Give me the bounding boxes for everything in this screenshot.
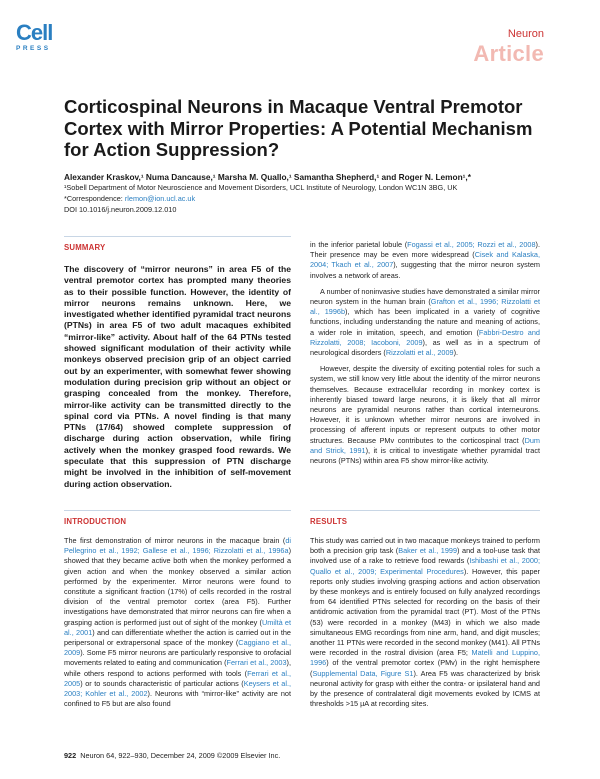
correspondence-email-link[interactable]: rlemon@ion.ucl.ac.uk <box>124 194 196 203</box>
intro-top-rule <box>64 510 291 511</box>
correspondence-label: *Correspondence: <box>64 194 125 203</box>
article-type: Article <box>473 41 544 66</box>
citation-link[interactable]: Keysers et al., 2003; Kohler et al., 2002 <box>64 678 291 699</box>
page-number: 922 <box>64 751 77 760</box>
article-title: Corticospinal Neurons in Macaque Ventral Premotor Cortex with Mirror Properties: A Potential Mechanism for Action Suppression? <box>64 96 533 160</box>
citation-link[interactable]: Rizzolatti et al., 2009 <box>385 348 454 358</box>
citation-link[interactable]: Matelli and Luppino, 1996 <box>310 648 541 668</box>
logo-sub: PRESS <box>16 45 51 52</box>
correspondence <box>64 194 544 204</box>
citation-link[interactable]: Umiltà et al., 2001 <box>64 617 291 637</box>
paragraph: The first demonstration of mirror neurons in the macaque brain (di Pellegrino et al., 1992; Gallese et al., 1996; Rizzolatti et al., 1996a) showed that they became active both when the monkey performed a given action and when the monkey observed a similar action performed by the experimenter. Mirror neurons were found to constitute a significant fraction (17%) of cells recorded in the rostral division of the ventral premotor cortex (area F5). Further investigations have demonstrated that mirror neurons can fire when a grasping action is performed just out of sight of the monkey (Umiltà et al., 2001) and can differentiate whether the action is carried out in the peripersonal or extrapersonal space of the monkey (Caggiano et al., 2009). Some F5 mirror neurons are particularly responsive to orofacial movements related to eating and communication (Ferrari et al., 2003), while others respond to actions performed with tools (Ferrari et al., 2005) or to sounds characteristic of particular actions (Keysers et al., 2003; Kohler et al., 2002). Neurons with “mirror-like” activity are not confined to F5 but are also found <box>64 536 292 709</box>
footer-citation: Neuron 64, 922–930, December 24, 2009 ©2009 Elsevier Inc. <box>80 751 281 760</box>
affiliation: ¹Sobell Department of Motor Neuroscience and Movement Disorders, UCL Institute of Neurology, London WC1N 3BG, UK <box>64 183 458 192</box>
results-top-rule <box>310 510 540 511</box>
citation-link[interactable]: Grafton et al., 1996; Rizzolatti et al., 1996b <box>310 297 540 317</box>
paragraph: However, despite the diversity of exciting potential roles for such a system, we still know very little about the identity of the mirror neurons themselves. Because extracellular recording in monkey cortex is inherently biased toward large neurons, it is likely that all mirror neurons are pyramidal neurons rather than cortical interneurons. However, it is unknown whether mirror neurons are involved in processing of afferent inputs or represent outputs to other motor structures. Because PMv contributes to the corticospinal tract (Dum and Strick, 1991), it is critical to investigate whether pyramidal tract neurons (PTNs) within area F5 show mirror-like activity. <box>310 364 541 466</box>
introduction-body <box>64 536 291 709</box>
paragraph: This study was carried out in two macaque monkeys trained to perform both a precision grip task (Baker et al., 1999) and a tool-use task that involved use of a rake to retrieve food rewards (Ishibashi et al., 2000; Quallo et al., 2009; Experimental Procedures). However, this paper reports only studies involving grasping actions and action observation by these monkeys and is entirely focused on fully analyzed recordings from 64 identified PTNs selected for recording on the basis of their antidromic activation from the pyramidal tract (PT). Most of the PTNs (53) were recorded in a monkey (M43) in which we also made simultaneous EMG recordings from nine arm, hand, and digit muscles; another 11 PTNs were recorded in the second monkey (M41). All PTNs were recorded in the rostral division (area F5; Matelli and Luppino, 1996) of the ventral premotor cortex (PMv) in the right hemisphere (Supplemental Data, Figure S1). Area F5 was characterized by brisk neuronal activity for grasp with either the contra- or ipsilateral hand and by the presence of contralateral digit movements evoked by ICMS at thresholds >15 µA at recording sites. <box>310 536 541 709</box>
citation-link[interactable]: Caggiano et al., 2009 <box>64 638 291 658</box>
citation-link[interactable]: Fabbri-Destro and Rizzolatti, 2008; Iacoboni, 2009 <box>310 327 540 347</box>
page-footer <box>64 751 280 760</box>
journal-name: Neuron <box>507 28 544 40</box>
cell-press-logo <box>16 22 54 52</box>
summary-top-rule <box>64 236 291 237</box>
citation-link[interactable]: Cisek and Kalaska, 2004; Tkach et al., 2007 <box>310 250 540 270</box>
paragraph: A number of noninvasive studies have demonstrated a similar mirror neuron system in the human brain (Grafton et al., 1996; Rizzolatti et al., 1996b), which has been implicated in a variety of cognitive functions, including understanding the nature and meaning of actions, a wider role in imitation, speech, and emotion (Fabbri-Destro and Rizzolatti, 2008; Iacoboni, 2009), as well as in a spectrum of neurological disorders (Rizzolatti et al., 2009). <box>310 286 540 358</box>
citation-link[interactable]: Ferrari et al., 2005 <box>64 668 292 688</box>
summary-text: The discovery of “mirror neurons” in area F5 of the ventral premotor cortex has prompted many theories as to their possible function. However, the identity of mirror neurons remains unknown. Here, we investigated whether identified pyramidal tract neurons (PTNs) in area F5 of two adult macaques exhibited “mirror-like” activity. About half of the 64 PTNs tested showed significant modulation of their activity while monkeys observed precision grip of an object carried out by an experimenter, with somewhat fewer showing modulation during precision grip without an object or grasping concealed from the monkey. Therefore, mirror-like activity can be transmitted directly to the spinal cord via PTNs. A novel finding is that many PTNs (17/64) showed complete suppression of discharge during action observation, while firing actively when the monkey grasped food rewards. We speculate that this suppression of PTN discharge might be involved in the inhibition of self-movement during action observation. <box>64 264 291 489</box>
citation-link[interactable]: Dum and Strick, 1991 <box>310 435 540 455</box>
citation-link[interactable]: di Pellegrino et al., 1992; Gallese et al., 1996; Rizzolatti et al., 1996a <box>64 536 291 556</box>
introduction-heading: INTRODUCTION <box>64 517 127 526</box>
doi: DOI 10.1016/j.neuron.2009.12.010 <box>64 205 177 214</box>
author-list: Alexander Kraskov,¹ Numa Dancause,¹ Marsha M. Quallo,¹ Samantha Shepherd,¹ and Roger N. Lemon¹,* <box>64 172 471 182</box>
citation-link[interactable]: Fogassi et al., 2005; Rozzi et al., 2008 <box>407 240 536 249</box>
citation-link[interactable]: Supplemental Data, Figure S1 <box>312 668 414 678</box>
logo-word: Cell <box>16 20 53 45</box>
results-body <box>310 536 540 709</box>
citation-link[interactable]: Ferrari et al., 2003 <box>226 658 287 668</box>
paragraph: in the inferior parietal lobule (Fogassi et al., 2005; Rozzi et al., 2008). Their presence may be even more widespread (Cisek and Kalaska, 2004; Tkach et al., 2007), suggesting that the mirror neuron system involves a network of areas. <box>310 240 540 280</box>
citation-link[interactable]: Ishibashi et al., 2000; Quallo et al., 2009; Experimental Procedures <box>310 556 540 576</box>
results-heading: RESULTS <box>310 517 348 526</box>
summary-heading: SUMMARY <box>64 243 106 252</box>
citation-link[interactable]: Baker et al., 1999 <box>398 546 458 556</box>
right-column-top <box>310 240 540 466</box>
